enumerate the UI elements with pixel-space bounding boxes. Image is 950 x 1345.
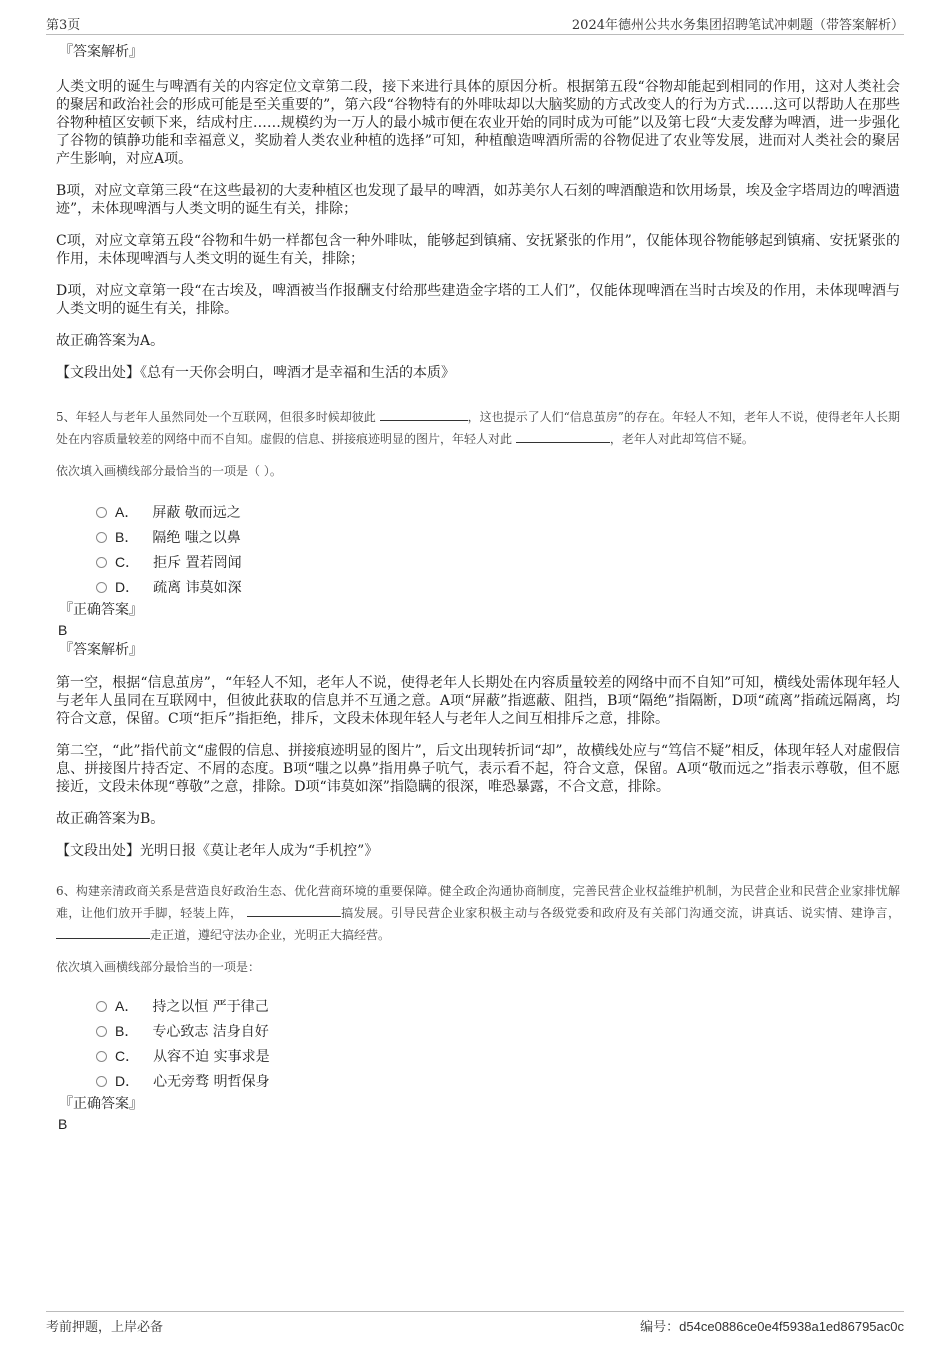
- radio-icon[interactable]: [96, 1001, 107, 1012]
- question-number: 5、: [56, 410, 76, 424]
- question-5-stem: 5、年轻人与老年人虽然同处一个互联网，但很多时候却彼此 ，这也提示了人们“信息茧房”的存在。年轻人不知，老年人不说，使得老年人长期处在内容质量较差的网络中而不自知。虚假的信息、拼接痕迹明显的图片，年轻人对此 ，老年人对此却笃信不疑。: [56, 410, 900, 446]
- analysis-conclusion: 故正确答案为A。: [56, 333, 165, 349]
- correct-answer-label: 『正确答案』: [59, 602, 143, 618]
- analysis-paragraph: 第一空，根据“信息茧房”，“年轻人不知，老年人不说，使得老年人长期处在内容质量较差的网络中而不自知”可知，横线处需体现年轻人与老年人虽同在互联网中，但彼此获取的信息并不互通之意。A项“屏蔽”指遮蔽、阻挡，B项“隔绝”指隔断，D项“疏离”指疏远隔离，均符合文意，保留。C项“拒斥”指拒绝，排斥，文段未体现年轻人与老年人之间互相排斥之意，排除。: [56, 675, 900, 727]
- page-header: [46, 10, 904, 35]
- option-b[interactable]: B． 专心致志 洁身自好: [96, 1019, 900, 1044]
- option-d[interactable]: D． 疏离 讳莫如深: [96, 575, 900, 600]
- footer-slogan: 考前押题，上岸必备: [46, 1320, 164, 1335]
- option-c[interactable]: C． 拒斥 置若罔闻: [96, 550, 900, 575]
- question-number: 6、: [56, 884, 76, 898]
- radio-icon[interactable]: [96, 1076, 107, 1087]
- radio-icon[interactable]: [96, 582, 107, 593]
- radio-icon[interactable]: [96, 507, 107, 518]
- radio-icon[interactable]: [96, 1026, 107, 1037]
- fill-blank: [56, 926, 150, 939]
- option-d[interactable]: D． 心无旁骛 明哲保身: [96, 1069, 900, 1094]
- radio-icon[interactable]: [96, 557, 107, 568]
- question-5-lead: 依次填入画横线部分最恰当的一项是（ ）。: [56, 464, 282, 478]
- analysis-paragraph: 第二空，“此”指代前文“虚假的信息、拼接痕迹明显的图片”，后文出现转折词“却”，故横线处应与“笃信不疑”相反，体现年轻人对虚假信息、拼接图片持否定、不屑的态度。B项“嗤之以鼻”指用鼻子吭气，表示看不起，符合文意，保留。A项“敬而远之”指表示尊敬，但不愿接近，文段未体现“尊敬”之意，排除。D项“讳莫如深”指隐瞒的很深，唯恐暴露，不合文意，排除。: [56, 743, 900, 795]
- analysis-paragraph: 人类文明的诞生与啤酒有关的内容定位文章第二段，接下来进行具体的原因分析。根据第五段“谷物却能起到相同的作用，这对人类社会的聚居和政治社会的形成可能是至关重要的”，第六段“谷物特有的外啡呔却以大脑奖励的方式改变人的行为方式……这可以帮助人在那些谷物种植区安顿下来，结成村庄……规模约为一万人的最小城市便在农业开始的同时成为可能”以及第七段“大麦发酵为啤酒，进一步强化了谷物的镇静功能和幸福意义，奖励着人类农业种植的选择”可知，种植酿造啤酒所需的谷物促进了农业等发展，进而对人类社会的聚居产生影响，对应A项。: [56, 79, 900, 167]
- document-title: 2024年德州公共水务集团招聘笔试冲刺题（带答案解析）: [571, 18, 904, 33]
- page-footer: [46, 1311, 904, 1338]
- analysis-conclusion: 故正确答案为B。: [56, 811, 165, 827]
- passage-source: 【文段出处】光明日报《莫让老年人成为“手机控”》: [56, 843, 379, 859]
- analysis-label: 『答案解析』: [59, 44, 143, 60]
- question-6-options: [96, 994, 900, 1094]
- option-c[interactable]: C． 从容不迫 实事求是: [96, 1044, 900, 1069]
- analysis-paragraph: C项，对应文章第五段“谷物和牛奶一样都包含一种外啡呔，能够起到镇痛、安抚紧张的作用”，仅能体现谷物能够起到镇痛、安抚紧张的作用，未体现啤酒与人类文明的诞生有关，排除；: [56, 233, 900, 267]
- analysis-label: 『答案解析』: [59, 642, 143, 658]
- fill-blank: [516, 430, 610, 443]
- page-content: [56, 42, 900, 1134]
- analysis-paragraph: B项，对应文章第三段“在这些最初的大麦种植区也发现了最早的啤酒，如苏美尔人石刻的啤酒酿造和饮用场景，埃及金字塔周边的啤酒遗迹”，未体现啤酒与人类文明的诞生有关，排除；: [56, 183, 900, 217]
- option-a[interactable]: A． 屏蔽 敬而远之: [96, 500, 900, 525]
- option-a[interactable]: A． 持之以恒 严于律己: [96, 994, 900, 1019]
- fill-blank: [380, 408, 468, 421]
- radio-icon[interactable]: [96, 532, 107, 543]
- fill-blank: [247, 904, 341, 917]
- question-5-options: [96, 500, 900, 600]
- radio-icon[interactable]: [96, 1051, 107, 1062]
- passage-source: 【文段出处】《总有一天你会明白，啤酒才是幸福和生活的本质》: [56, 365, 455, 381]
- correct-answer-label: 『正确答案』: [59, 1096, 143, 1112]
- correct-answer: B: [58, 622, 68, 638]
- question-6-stem: 6、构建亲清政商关系是营造良好政治生态、优化营商环境的重要保障。健全政企沟通协商制度，完善民营企业权益维护机制，为民营企业和民营企业家排忧解难，让他们放开手脚，轻装上阵， 搞发展。引导民营企业家积极主动与各级党委和政府及有关部门沟通交流，讲真话、说实情、建诤言， 走正道，遵纪守法办企业，光明正大搞经营。: [56, 884, 900, 942]
- correct-answer: B: [58, 1116, 68, 1132]
- document-code: 编号：d54ce0886ce0e4f5938a1ed86795ac0c: [640, 1319, 904, 1335]
- analysis-paragraph: D项，对应文章第一段“在古埃及，啤酒被当作报酬支付给那些建造金字塔的工人们”，仅能体现啤酒在当时古埃及的作用，未体现啤酒与人类文明的诞生有关，排除。: [56, 283, 900, 317]
- question-6-lead: 依次填入画横线部分最恰当的一项是：: [56, 960, 261, 974]
- option-b[interactable]: B． 隔绝 嗤之以鼻: [96, 525, 900, 550]
- page-number: 第3页: [46, 18, 81, 33]
